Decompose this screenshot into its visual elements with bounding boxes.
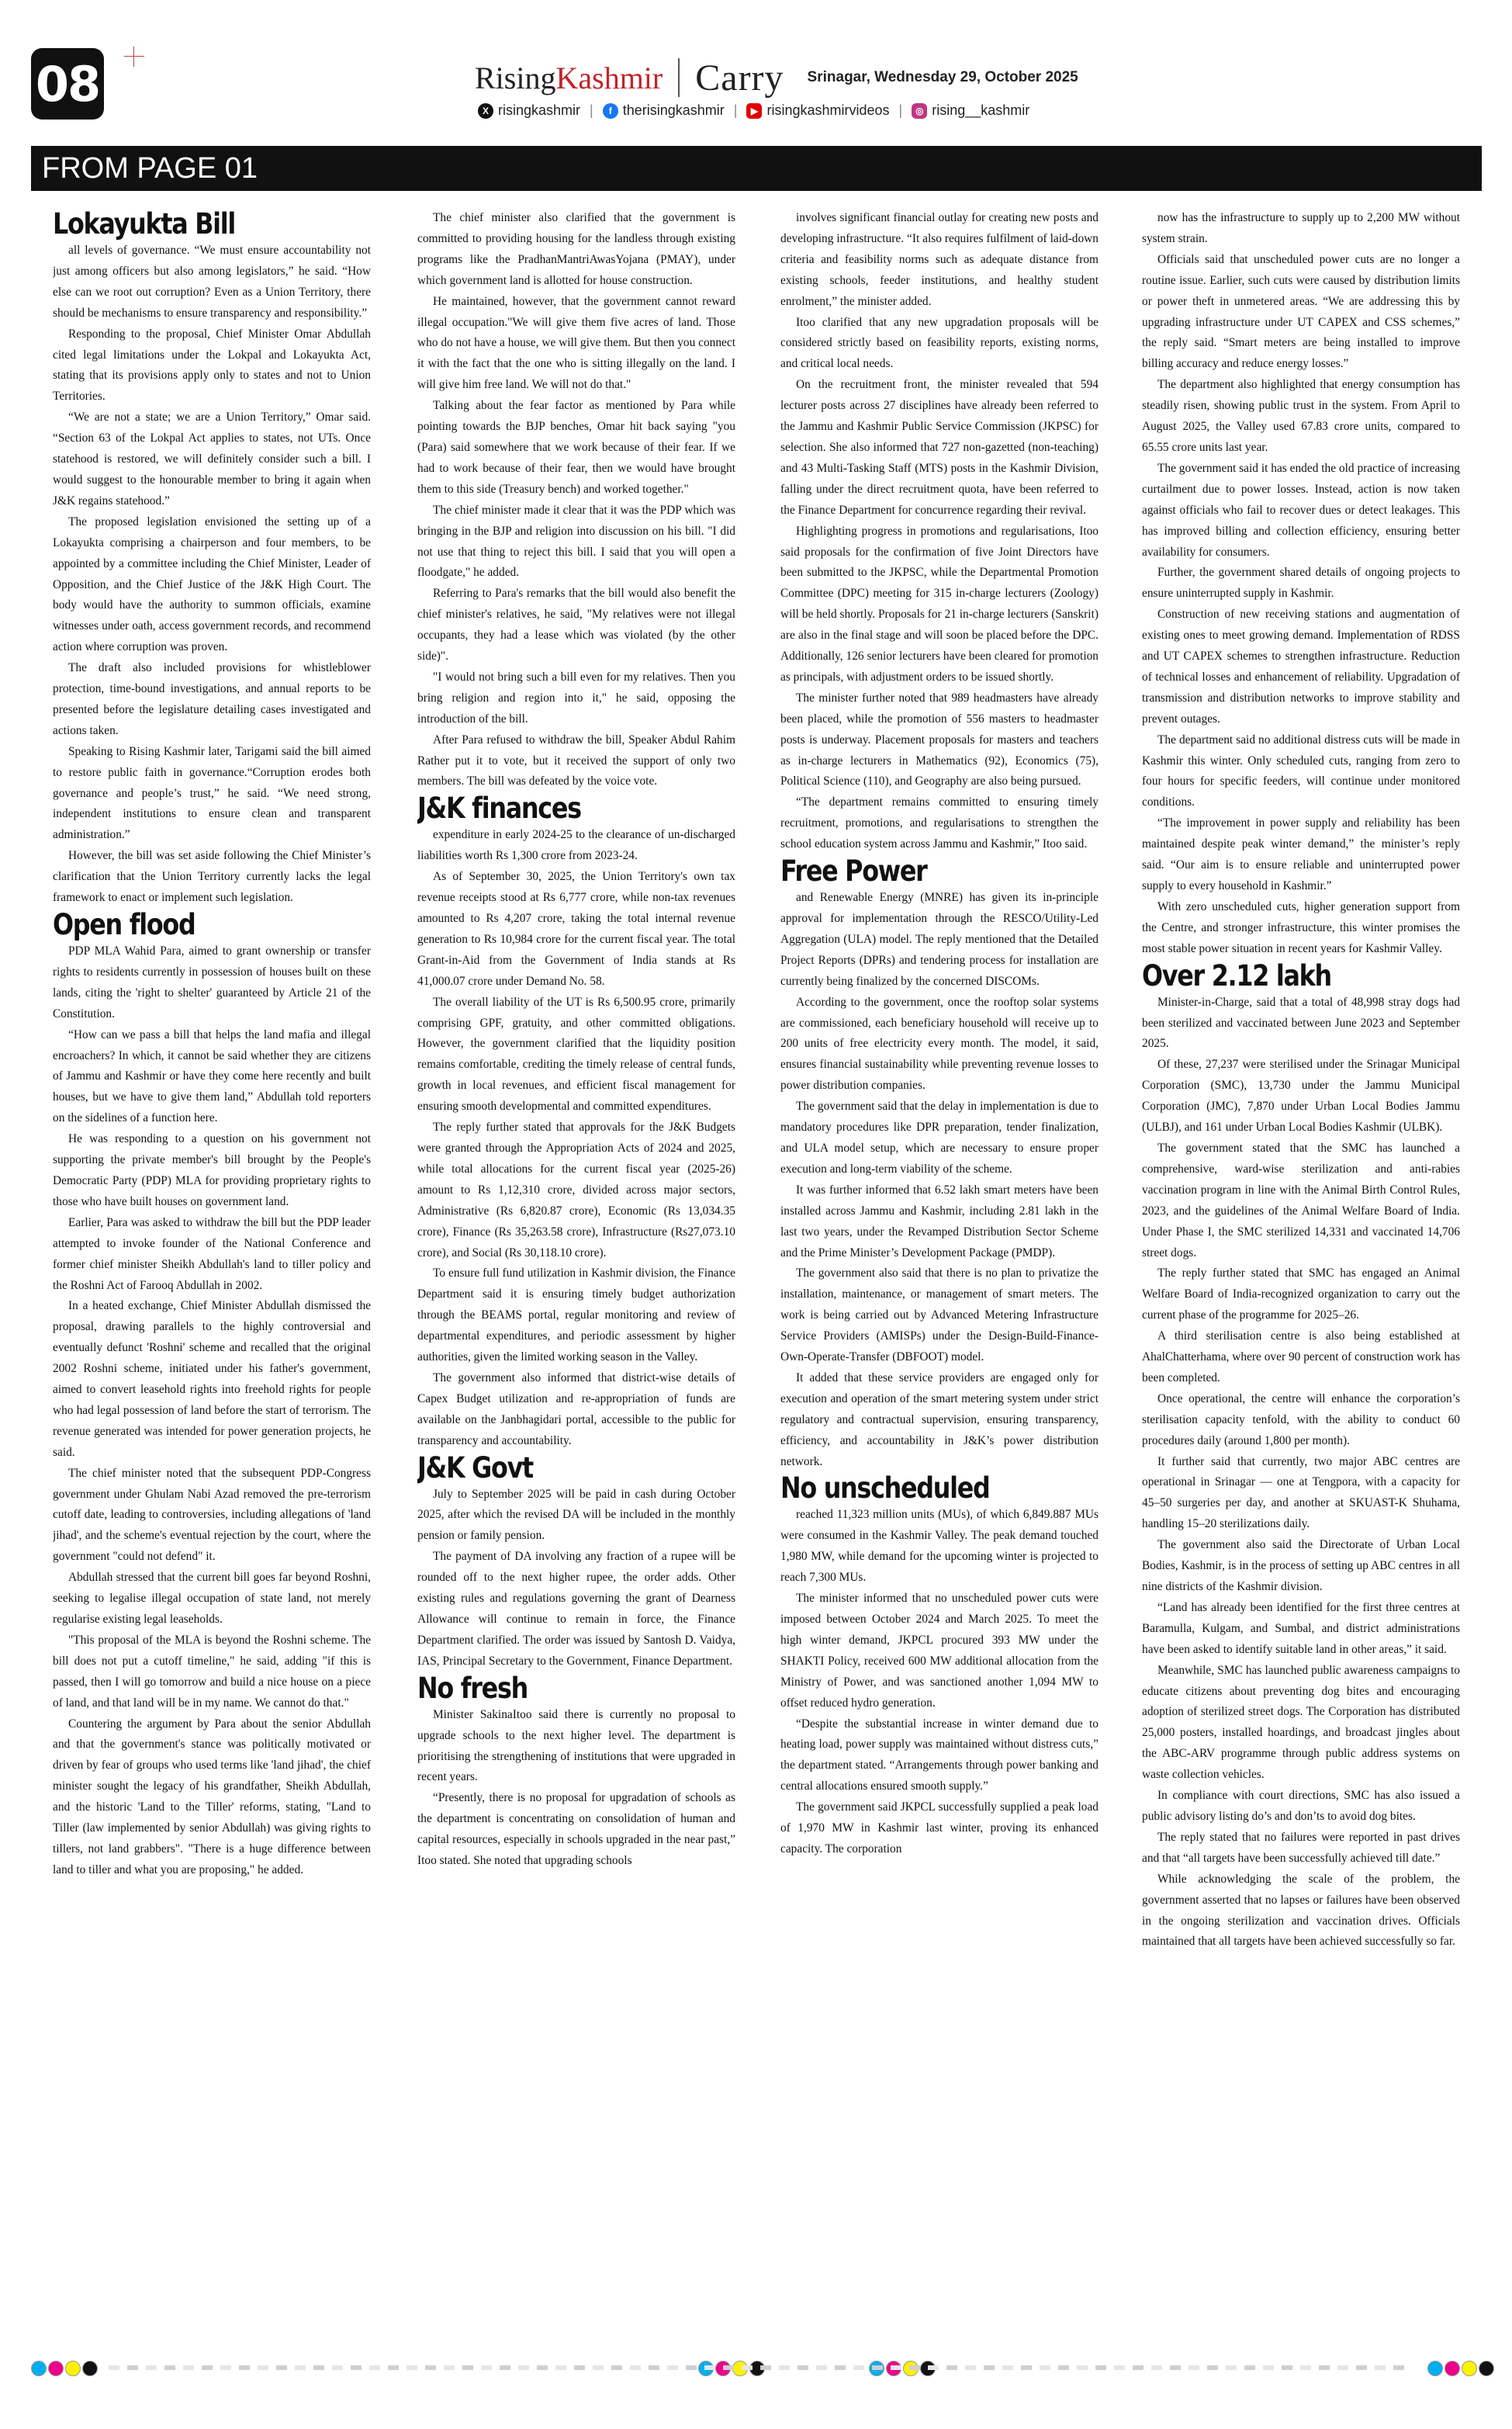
article-paragraph: “How can we pass a bill that helps the land mafia and illegal encroachers? In which, it cannot be said whether they are citizens of Jammu and Kashmir or have they come here recently and built houses, but we have to give them land,” Abdullah told reporters on the sidelines of a function here. [53, 1027, 371, 1125]
article-paragraph: Speaking to Rising Kashmir later, Tarigami said the bill aimed to restore public faith in governance.“Corruption erodes both governance and people’s trust,” he said. “We need strong, independent institutions to ensure clean and transparent administration.” [53, 744, 371, 842]
social-handle-x: risingkashmir [498, 102, 581, 118]
registration-bar [1040, 2365, 1050, 2370]
article-headline: J&K Govt [417, 1450, 533, 1485]
registration-bar [146, 2365, 157, 2370]
article-paragraph: expenditure in early 2024-25 to the clearance of un-discharged liabilities worth Rs 1,300 crore from 2023-24. [417, 828, 735, 863]
article-paragraph: Once operational, the centre will enhance the corporation’s sterilisation capacity tenfold, with the ability to conduct 60 procedures daily (around 1,800 per month). [1142, 1391, 1460, 1447]
registration-bar [276, 2365, 287, 2370]
registration-bar [816, 2365, 827, 2370]
article-paragraph: However, the bill was set aside following the Chief Minister’s clarification that the Union Territory currently lacks the legal framework to enact or implement such legislation. [53, 849, 371, 905]
column-4 [1142, 208, 1460, 2358]
registration-bar [1263, 2365, 1274, 2370]
article-paragraph: The draft also included provisions for whistleblower protection, time-bound investigations, and annual reports to be presented before the legislature detailing cases investigated and actions taken. [53, 661, 371, 737]
registration-bar [1300, 2365, 1311, 2370]
social-handle-youtube: risingkashmirvideos [766, 102, 890, 118]
article-paragraph: He maintained, however, that the government cannot reward illegal occupation."We will give them five acres of land. Those who do not have a house, we will give them. But then you connect it with the fact that the one who is sitting illegally on the land. I will give him free land. We will not do that." [417, 294, 735, 392]
registration-bar [295, 2365, 306, 2370]
article-paragraph: With zero unscheduled cuts, higher generation support from the Centre, and stronger infrastructure, this winter promises the most stable power situation in recent years for Kashmir Valley. [1142, 899, 1460, 955]
registration-bar [537, 2365, 548, 2370]
registration-bar [183, 2365, 194, 2370]
registration-bar [630, 2365, 641, 2370]
registration-dot-icon [65, 2361, 81, 2376]
registration-dot-icon [1427, 2361, 1443, 2376]
registration-bar [407, 2365, 417, 2370]
registration-bar [220, 2365, 231, 2370]
article-paragraph: The reply further stated that approvals for the J&K Budgets were granted through the Appropriation Acts of 2024 and 2025, while total allocations for the current fiscal year (2025-26) amount to Rs 1,12,310 crore, divided across major sectors, Administrative (Rs 6,820.87 crore), Economic (Rs 13,034.35 crore), Finance (Rs 35,263.58 crore), Infrastructure (Rs27,073.10 crore), and Social (Rs 30,118.10 crore). [417, 1121, 735, 1260]
registration-bar [1188, 2365, 1199, 2370]
registration-bar [239, 2365, 250, 2370]
registration-dot-icon [1462, 2361, 1477, 2376]
registration-bar [798, 2365, 808, 2370]
registration-bar [444, 2365, 455, 2370]
registration-bar [425, 2365, 436, 2370]
article-columns [53, 208, 1474, 2358]
article-paragraph: Minister-in-Charge, said that a total of 48,998 stray dogs had been sterilized and vaccinated between June 2023 and September 2025. [1142, 995, 1460, 1051]
registration-bar [891, 2365, 901, 2370]
article-paragraph: He was responding to a question on his government not supporting the private member's bill brought by the People's Democratic Party (PDP) MLA for providing proprietary rights to those who have built houses on government land. [53, 1132, 371, 1208]
article-paragraph: The government also informed that district-wise details of Capex Budget utilization and re-appropriation of funds are available on the Janbhagidari portal, accessible to the public for transparency and accountability. [417, 1370, 735, 1447]
article-paragraph: Responding to the proposal, Chief Minister Omar Abdullah cited legal limitations under the Lokpal and Lokayukta Act, stating that its provisions apply only to states and not to Union Territories. [53, 327, 371, 404]
article-paragraph: The government said it has ended the old practice of increasing curtailment due to power losses. Instead, action is now taken against officials who fail to recover dues or detect leakages. This has improved billing and collection efficiency, ensuring better availability for consumers. [1142, 461, 1460, 559]
registration-bar [1282, 2365, 1292, 2370]
article-paragraph: The proposed legislation envisioned the setting up of a Lokayukta comprising a chairperson and four members, to be appointed by a committee including the Chief Minister, Leader of Opposition, and the Chief Justice of the J&K High Court. The body would have the authority to summon officials, examine witnesses under oath, access government records, and recommend action where corruption was proven. [53, 515, 371, 654]
brand-rising: Rising [475, 60, 556, 95]
masthead-divider [678, 58, 680, 97]
registration-bar [760, 2365, 771, 2370]
registration-bar [723, 2365, 734, 2370]
article-headline: No fresh [417, 1671, 528, 1705]
column-3 [780, 208, 1099, 2358]
registration-dot-icon [1445, 2361, 1460, 2376]
article-paragraph: The reply stated that no failures were reported in past drives and that “all targets have been successfully achieved till date.” [1142, 1830, 1460, 1865]
article-paragraph: Countering the argument by Para about the senior Abdullah and that the government's stance was politically motivated or driven by fear of groups who used terms like 'land jihad', the chief minister sought the legacy of his grandfather, Sheikh Abdullah, and the historic 'Land to the Tiller' reforms, stating, "Land to Tiller (law implemented by senior Abdullah) was giving rights to tillers, not land grabbers". "There is a huge difference between land to tiller and what you are proposing," he added. [53, 1717, 371, 1876]
article-paragraph: Construction of new receiving stations and augmentation of existing ones to meet growing demand. Implementation of RDSS and UT CAPEX schemes to strengthen infrastructure. Reduction of technical losses and enhancement of reliability. Upgradation of transmission and distribution networks to improve stability and prevent outages. [1142, 608, 1460, 726]
article-paragraph: To ensure full fund utilization in Kashmir division, the Finance Department said it is ensuring timely budget authorization through the BEAMS portal, regular monitoring and review of departmental expenditures, and periodic assessment by higher authorities, given the limited working season in the Valley. [417, 1266, 735, 1364]
registration-bar [481, 2365, 492, 2370]
article-paragraph: "I would not bring such a bill even for my relatives. Then you bring religion and region into it," he said, opposing the introduction of the bill. [417, 670, 735, 726]
article-paragraph: “Presently, there is no proposal for upgradation of schools as the department is concentrating on consolidation of human and capital resources, especially in schools upgraded in the near past,” Itoo stated. She noted that upgrading schools [417, 1791, 735, 1868]
article-paragraph: Highlighting progress in promotions and regularisations, Itoo said proposals for the confirmation of five Joint Directors have been submitted to the JKPSC, while the Departmental Promotion Committee (DPC) meeting for 315 in-charge lecturers (Zoology) will be held shortly. Proposals for 21 in-charge lecturers (Sanskrit) are also in the final stage and will soon be placed before the DPC. Additionally, 126 senior lecturers have been cleared for promotion as principals, with adjustment orders to be issued shortly. [780, 524, 1099, 684]
article-headline: No unscheduled [780, 1471, 990, 1506]
registration-bar [1058, 2365, 1069, 2370]
article-paragraph: The overall liability of the UT is Rs 6,500.95 crore, primarily comprising GPF, gratuity, and other committed obligations. However, the government clarified that the liquidity position remains comfortable, crediting the timely release of central funds, growth in local revenues, and efficient fiscal management for ensuring smooth developmental and committed expenditures. [417, 995, 735, 1114]
registration-dot-icon [31, 2361, 47, 2376]
article-paragraph: The minister further noted that 989 headmasters have already been placed, while the promotion of 556 masters to headmaster posts is underway. Placement proposals for masters and teachers as in-charge lecturers in Mathematics (92), Economics (75), Political Science (110), and Geography are also being pursued. [780, 691, 1099, 788]
article-paragraph: Earlier, Para was asked to withdraw the bill but the PDP leader attempted to invoke founder of the National Conference and former chief minister Sheikh Abdullah's land to tiller policy and the Roshni Act of Farooq Abdullah in 2002. [53, 1215, 371, 1292]
article-paragraph: The minister informed that no unscheduled power cuts were imposed between October 2024 and March 2025. To meet the high winter demand, JKPCL procured 393 MW under the SHAKTI Policy, received 600 MW additional allocation from the Ministry of Power, and was sanctioned another 1,094 MW to offset reduced hydro generation. [780, 1592, 1099, 1710]
registration-bar [313, 2365, 324, 2370]
article-paragraph: Of these, 27,237 were sterilised under the Srinagar Municipal Corporation (SMC), 13,730 under the Jammu Municipal Corporation (JMC), 7,870 under Urban Local Bodies Jammu (ULBJ), and 161 under Urban Local Bodies Kashmir (ULBK). [1142, 1058, 1460, 1135]
registration-bar [1077, 2365, 1088, 2370]
registration-bar [1170, 2365, 1181, 2370]
brand-logo [475, 60, 663, 96]
article-paragraph: Talking about the fear factor as mentioned by Para while pointing towards the BJP benches, Omar hit back saying "you (Para) said somewhere that we work because of their fear. If we had to work because of their fear, then we would have brought them to this side (Treasury bench) and worked together." [417, 399, 735, 496]
color-registration-strip [31, 2359, 1482, 2378]
article-paragraph: Itoo clarified that any new upgradation proposals will be considered strictly based on feasibility reports, existing norms, and critical local needs. [780, 315, 1099, 371]
article-paragraph: “Land has already been identified for the first three centres at Baramulla, Kulgam, and Sumbal, and district administrations have been asked to identify suitable land in other areas,” it said. [1142, 1600, 1460, 1656]
article-paragraph: Further, the government shared details of ongoing projects to ensure uninterrupted supply in Kashmir. [1142, 566, 1460, 601]
registration-bar [1207, 2365, 1218, 2370]
article-paragraph: The chief minister noted that the subsequent PDP-Congress government under Ghulam Nabi Azad removed the pre-terrorism cutoff date, leading to controversies, including allegations of 'land jihad', and the scheme's eventual rejection by the court, where the government "could not defend" it. [53, 1466, 371, 1564]
registration-bar [202, 2365, 213, 2370]
article-paragraph: Referring to Para's remarks that the bill would also benefit the chief minister's relatives, he said, "My relatives were not illegal occupants, they had a lease which was violated (by the other side)". [417, 587, 735, 664]
column-2 [417, 208, 735, 2358]
registration-bar [164, 2365, 175, 2370]
article-paragraph: On the recruitment front, the minister revealed that 594 lecturer posts across 27 disciplines have already been referred to the Jammu and Kashmir Public Service Commission (JKPSC) for selection. She also informed that 727 non-gazetted (non-teaching) and 43 Multi-Tasking Staff (MTS) posts in the Kashmir Division, falling under the direct recruitment quota, have been referred to the Finance Department for concurrence regarding their revival. [780, 378, 1099, 517]
registration-bar [369, 2365, 380, 2370]
article-paragraph: In compliance with court directions, SMC has also issued a public advisory listing do’s and don’ts to avoid dog bites. [1142, 1789, 1460, 1823]
registration-bar [518, 2365, 529, 2370]
registration-bar [928, 2365, 939, 2370]
article-paragraph: While acknowledging the scale of the problem, the government asserted that no lapses or failures have been observed in the ongoing sterilization and vaccination drives. Officials maintained that all targets have been achieved successfully so far. [1142, 1872, 1460, 1949]
article-paragraph: The department also highlighted that energy consumption has steadily risen, showing public trust in the system. From April to August 2025, the Valley used 67.83 crore units, compared to 65.55 crore units last year. [1142, 378, 1460, 454]
article-paragraph: now has the infrastructure to supply up to 2,200 MW without system strain. [1142, 211, 1460, 245]
registration-bar [779, 2365, 790, 2370]
registration-mark-icon [124, 47, 144, 67]
registration-bar [1337, 2365, 1348, 2370]
brand-kashmir: Kashmir [555, 60, 663, 95]
registration-bar [1393, 2365, 1404, 2370]
article-paragraph: PDP MLA Wahid Para, aimed to grant ownership or transfer rights to residents currently in possession of houses built on these lands, citing the 'right to shelter' guaranteed by Article 21 of the Constitution. [53, 944, 371, 1020]
registration-bar [351, 2365, 362, 2370]
registration-bar [1151, 2365, 1162, 2370]
registration-bar [555, 2365, 566, 2370]
article-headline: Lokayukta Bill [53, 208, 236, 241]
instagram-icon: ◎ [912, 103, 927, 119]
registration-bar [946, 2365, 957, 2370]
registration-bar [1095, 2365, 1106, 2370]
article-paragraph: As of September 30, 2025, the Union Territory's own tax revenue receipts stood at Rs 6,777 crore, while non-tax revenues amounted to Rs 4,207 crore, taking the total internal revenue generation to Rs 10,984 crore for the current fiscal year. The total Grant-in-Aid from the Government of India stands at Rs 41,000.07 crore under Demand No. 58. [417, 870, 735, 988]
article-paragraph: Abdullah stressed that the current bill goes far beyond Roshni, seeking to legalise illegal occupation of state land, not merely regularise existing legal leaseholds. [53, 1571, 371, 1626]
registration-bar [258, 2365, 268, 2370]
registration-bar [649, 2365, 659, 2370]
page-header [0, 0, 1512, 144]
registration-dot-icon [48, 2361, 64, 2376]
registration-bar [1375, 2365, 1386, 2370]
registration-bar [593, 2365, 604, 2370]
article-paragraph: A third sterilisation centre is also being established at AhalChatterhama, where over 90 percent of construction work has been completed. [1142, 1329, 1460, 1384]
article-paragraph: The chief minister also clarified that the government is committed to providing housing for the landless through existing programs like the PradhanMantriAwasYojana (PMAY), under which government land is allotted for house construction. [417, 211, 735, 287]
page-number: 08 [31, 48, 104, 120]
registration-bar [667, 2365, 678, 2370]
social-handle-facebook: therisingkashmir [622, 102, 725, 118]
registration-bar [984, 2365, 995, 2370]
article-paragraph: July to September 2025 will be paid in cash during October 2025, after which the revised DA will be included in the monthly pension or family pension. [417, 1487, 735, 1543]
social-handle-instagram: rising__kashmir [932, 102, 1030, 118]
registration-dot-icon [1479, 2361, 1494, 2376]
article-headline: Free Power [780, 854, 927, 889]
registration-bar [1133, 2365, 1144, 2370]
registration-bar [332, 2365, 343, 2370]
article-paragraph: The reply further stated that SMC has engaged an Animal Welfare Board of India-recognized organization to carry out the current phase of the programme for 2025–26. [1142, 1266, 1460, 1322]
registration-bar [704, 2365, 715, 2370]
registration-dot-icon [82, 2361, 98, 2376]
article-headline: Over 2.12 lakh [1142, 958, 1331, 993]
youtube-icon: ▶ [746, 103, 762, 119]
article-paragraph: In a heated exchange, Chief Minister Abdullah dismissed the proposal, drawing parallels to the highly controversial and eventually defunct 'Roshni' scheme and recalled that the original 2002 Roshni scheme, initiated under his father's government, aimed to convert leasehold rights into freehold rights for people who had legal possession of land before the start of terrorism. The revenue generated was intended for power generation projects, he said. [53, 1299, 371, 1459]
article-headline: Open flood [53, 908, 195, 941]
registration-bar [1244, 2365, 1255, 2370]
article-paragraph: The department said no additional distress cuts will be made in Kashmir this winter. Only scheduled cuts, ranging from zero to four hours for specific feeders, will continue under monitored conditions. [1142, 733, 1460, 809]
article-paragraph: all levels of governance. “We must ensure accountability not just among officers but also among legislators,” he said. “How else can we root out corruption? Even as a Union Territory, there should be mechanisms to ensure transparency and responsibility.” [53, 244, 371, 320]
article-paragraph: Meanwhile, SMC has launched public awareness campaigns to educate citizens about preventing dog bites and encouraging adoption of sterilized street dogs. The Corporation has distributed 25,000 posters, installed hoardings, and broadcast jingles about the ABC-ARV programme through public address systems on waste collection vehicles. [1142, 1663, 1460, 1782]
article-paragraph: It was further informed that 6.52 lakh smart meters have been installed across Jammu and Kashmir, including 2.81 lakh in the last two years, under the Revamped Distribution Sector Scheme and the Prime Minister’s Development Package (PMDP). [780, 1183, 1099, 1260]
article-paragraph: The payment of DA involving any fraction of a rupee will be rounded off to the next higher rupee, the order adds. Other existing rules and regulations governing the grant of Dearness Allowance will continue to remain in force, the Finance Department clarified. The order was issued by Santosh D. Vaidya, IAS, Principal Secretary to the Government, Finance Department. [417, 1550, 735, 1668]
registration-bar [1319, 2365, 1330, 2370]
article-paragraph: “The improvement in power supply and reliability has been maintained despite peak winter demand,” the minister’s reply said. “Our aim is to ensure reliable and uninterrupted power supply to every household in Kashmir.” [1142, 816, 1460, 892]
registration-bar [742, 2365, 753, 2370]
article-paragraph: involves significant financial outlay for creating new posts and developing infrastructure. “It also requires fulfilment of laid-down criteria and feasibility norms such as adequate distance from existing schools, feeder institutions, and healthy student enrolment,” the minister added. [780, 211, 1099, 308]
registration-bar [835, 2365, 846, 2370]
registration-bar [853, 2365, 864, 2370]
dateline: Srinagar, Wednesday 29, October 2025 [807, 69, 1078, 85]
registration-bar [909, 2365, 920, 2370]
article-paragraph: “Despite the substantial increase in winter demand due to heating load, power supply was maintained without distress cuts,” the department stated. “Arrangements through power banking and central allocations ensured smooth supply.” [780, 1717, 1099, 1793]
article-paragraph: reached 11,323 million units (MUs), of which 6,849.887 MUs were consumed in the Kashmir Valley. The peak demand touched 1,980 MW, while demand for the upcoming winter is projected to reach 7,300 MUs. [780, 1508, 1099, 1585]
article-paragraph: Officials said that unscheduled power cuts are no longer a routine issue. Earlier, such cuts were caused by distribution limits or power theft in unmetered areas. “We are addressing this by upgrading infrastructure under UT CAPEX and CSS schemes,” the reply said. “Smart meters are being installed to improve billing accuracy and reduce energy losses.” [1142, 252, 1460, 371]
article-headline: J&K finances [417, 792, 581, 826]
registration-bar [127, 2365, 138, 2370]
registration-bar [1356, 2365, 1367, 2370]
x-logo-icon: X [478, 103, 493, 119]
registration-bar [872, 2365, 883, 2370]
registration-bar [965, 2365, 976, 2370]
registration-bar [611, 2365, 622, 2370]
section-banner: FROM PAGE 01 [31, 146, 1482, 191]
facebook-icon: f [603, 103, 618, 119]
supplement-title: Carry [695, 57, 784, 99]
article-paragraph: The government said that the delay in implementation is due to mandatory procedures like DPR preparation, tender finalization, and ULA model setup, which are necessary to ensure proper execution and long-term viability of the scheme. [780, 1100, 1099, 1176]
article-paragraph: The government said JKPCL successfully supplied a peak load of 1,970 MW in Kashmir last winter, proving its enhanced capacity. The corporation [780, 1800, 1099, 1856]
article-paragraph: After Para refused to withdraw the bill, Speaker Abdul Rahim Rather put it to vote, but it received the support of only two members. The bill was defeated by the voice vote. [417, 733, 735, 788]
registration-bar [574, 2365, 585, 2370]
registration-bar [462, 2365, 473, 2370]
registration-bar [1021, 2365, 1032, 2370]
article-paragraph: The government also said that there is no plan to privatize the installation, maintenance, or management of smart meters. The work is being carried out by Advanced Metering Infrastructure Service Providers (AMISPs) under the Design-Build-Finance-Own-Operate-Transfer (DBFOOT) model. [780, 1266, 1099, 1364]
article-paragraph: "This proposal of the MLA is beyond the Roshni scheme. The bill does not put a cutoff timeline," he said, adding "if this is passed, then I will go tomorrow and build a nice house on a piece of land, and that land will be in my name. We cannot do that." [53, 1633, 371, 1710]
article-paragraph: The government stated that the SMC has launched a comprehensive, ward-wise sterilization and anti-rabies vaccination program in line with the Animal Birth Control Rules, 2023, and the guidelines of the Animal Welfare Board of India. Under Phase I, the SMC sterilized 14,331 and vaccinated 14,706 street dogs. [1142, 1141, 1460, 1260]
registration-bar [388, 2365, 399, 2370]
article-paragraph: and Renewable Energy (MNRE) has given its in-principle approval for implementation through the RESCO/Utility-Led Aggregation (ULA) model. The reply mentioned that the Detailed Project Reports (DPRs) and tendering process for installation are currently being finalized by the concerned DISCOMs. [780, 891, 1099, 988]
registration-bar [500, 2365, 510, 2370]
article-paragraph: “The department remains committed to ensuring timely recruitment, promotions, and regularisations to strengthen the school education system across Jammu and Kashmir,” Itoo said. [780, 795, 1099, 851]
article-paragraph: Minister SakinaItoo said there is currently no proposal to upgrade schools to the next higher level. The department is prioritising the strengthening of institutions that were upgraded in recent years. [417, 1707, 735, 1784]
registration-bar [686, 2365, 697, 2370]
article-paragraph: It added that these service providers are engaged only for execution and operation of the smart metering system under strict regulatory and contractual supervision, ensuring transparency, efficiency, and accountability in J&K’s power distribution network. [780, 1370, 1099, 1468]
article-paragraph: The government also said the Directorate of Urban Local Bodies, Kashmir, is in the process of setting up ABC centres in all nine districts of the Kashmir division. [1142, 1538, 1460, 1593]
article-paragraph: It further said that currently, two major ABC centres are operational in Srinagar — one at Tengpora, with a capacity for 45–50 surgeries per day, and another at SKUAST-K Shuhama, handling 15–20 sterilizations daily. [1142, 1454, 1460, 1531]
registration-bar [1114, 2365, 1125, 2370]
registration-bar [109, 2365, 119, 2370]
column-1 [53, 208, 371, 2358]
article-paragraph: According to the government, once the rooftop solar systems are commissioned, each beneficiary household will receive up to 200 units of free electricity every month. The model, it said, ensures financial sustainability while preventing revenue losses to power distribution companies. [780, 995, 1099, 1093]
article-paragraph: “We are not a state; we are a Union Territory,” Omar said. “Section 63 of the Lokpal Act applies to states, not UTs. Once statehood is restored, we will definitely consider such a bill. I would suggest to the honourable member to bring it again when J&K regains statehood.” [53, 411, 371, 508]
registration-bar [1226, 2365, 1237, 2370]
article-paragraph: The chief minister made it clear that it was the PDP which was bringing in the BJP and religion into discussion on his bill. "I did not use that thing to reject this bill. I said that you will open a floodgate," he added. [417, 503, 735, 580]
social-handles: X risingkashmir | f therisingkashmir | ▶ risingkashmirvideos | ◎ rising__kashmir [478, 102, 1029, 119]
masthead [475, 56, 1078, 99]
registration-bar [1002, 2365, 1013, 2370]
